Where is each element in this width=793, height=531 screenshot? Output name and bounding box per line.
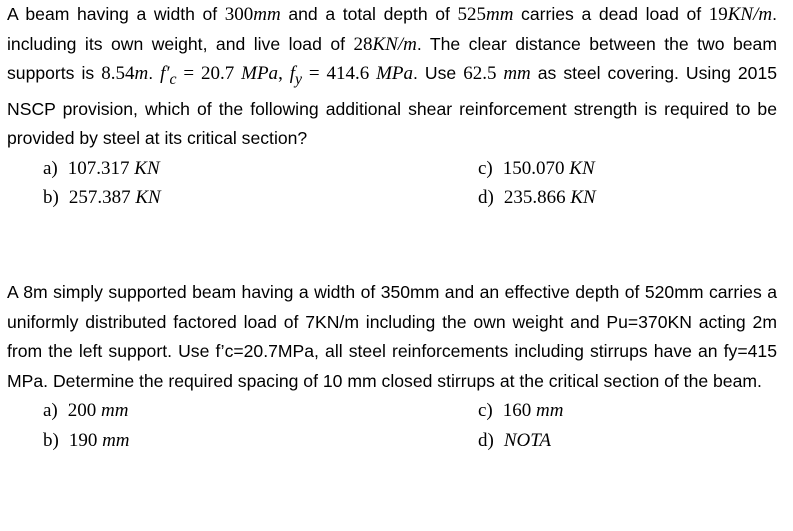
choice-unit: KN <box>569 157 595 179</box>
choice-value: 150.070 <box>502 157 570 179</box>
choice-letter: d) <box>478 429 494 451</box>
q1-text-part: . including its own weight, and live load of <box>7 4 777 54</box>
choice-unit: KN <box>570 187 596 209</box>
choice-letter: c) <box>478 400 493 422</box>
choice-unit: KN <box>134 157 160 179</box>
choice-c[interactable] <box>478 154 778 184</box>
q1-span-unit: m <box>134 63 149 85</box>
q1-fy-unit: MPa <box>376 63 413 85</box>
choice-b[interactable] <box>43 426 478 456</box>
q1-span-number: 8.54 <box>101 63 135 85</box>
choice-letter: a) <box>43 400 58 422</box>
q1-cover-value <box>463 63 531 84</box>
q1-fc-unit: MPa <box>241 63 279 85</box>
q1-fc-symbol: f′ <box>160 63 170 85</box>
q1-live-load-number: 28 <box>353 33 373 55</box>
choice-d[interactable] <box>478 183 778 213</box>
q1-cover-unit: mm <box>503 63 531 85</box>
q1-width-number: 300 <box>224 4 254 25</box>
choice-value: 257.387 <box>68 187 136 209</box>
q1-text-part: . The clear distance between the two beam supports is <box>7 33 777 84</box>
q1-dead-load-unit: KN/m <box>727 4 773 25</box>
q1-text-part: A beam having a width of <box>7 4 225 24</box>
q1-fc-expression <box>160 63 413 88</box>
q1-width-value <box>225 4 281 25</box>
q1-text-part: . <box>148 63 161 84</box>
question-2-choices <box>43 396 777 455</box>
choice-a[interactable] <box>43 396 478 426</box>
q1-span-value <box>101 63 148 84</box>
q1-text-part: and a total depth of <box>280 4 458 24</box>
choice-value: 107.317 <box>67 157 135 179</box>
choice-unit: mm <box>536 400 564 422</box>
q1-depth-unit: mm <box>486 4 514 25</box>
q1-fy-subscript: y <box>294 70 302 88</box>
q1-depth-value <box>458 4 514 25</box>
choice-value: 160 <box>502 400 537 422</box>
choice-a[interactable] <box>43 154 478 184</box>
choice-unit: mm <box>102 429 130 451</box>
choice-value: 200 <box>67 400 102 422</box>
choice-letter: d) <box>478 187 494 209</box>
q1-text-part: . Use <box>413 63 464 84</box>
choice-value: 235.866 <box>503 187 571 209</box>
question-1 <box>7 0 777 213</box>
q1-width-unit: mm <box>253 4 281 25</box>
choice-letter: b) <box>43 429 59 451</box>
choice-letter: c) <box>478 157 493 179</box>
choice-letter: b) <box>43 187 59 209</box>
q1-cover-number: 62.5 <box>463 63 504 85</box>
q1-depth-number: 525 <box>457 4 486 25</box>
question-1-text <box>7 0 777 154</box>
question-1-choices <box>43 154 777 213</box>
question-2-text: A 8m simply supported beam having a width of 350mm and an effective depth of 520mm carries a uniformly distributed factored load of 7KN/m including the own weight and Pu=370KN acting 2m from the left support. Use f’c=20.7MPa, all steel reinforcements including stirrups have an fy=415 MPa. Determine the required spacing of 10 mm closed stirrups at the critical section of the beam. <box>7 282 777 391</box>
choice-value: 190 <box>68 429 103 451</box>
q1-fc-equals: = 20.7 <box>176 63 242 85</box>
q1-text-part: carries a dead load of <box>513 4 702 24</box>
choice-d[interactable] <box>478 426 778 456</box>
question-2 <box>7 278 777 456</box>
q1-live-load-unit: KN/m <box>372 33 417 55</box>
q1-fy-equals: = 414.6 <box>302 63 377 85</box>
choice-unit: mm <box>101 400 129 422</box>
choice-b[interactable] <box>43 183 478 213</box>
q1-fy-symbol: f <box>289 63 295 85</box>
q1-live-load-value <box>353 34 416 55</box>
q1-fc-subscript: c <box>169 70 177 88</box>
q1-dead-load-value <box>709 4 772 25</box>
choice-letter: a) <box>43 157 58 179</box>
choice-unit: KN <box>135 187 161 209</box>
q1-text-part: as steel covering. Using 2015 NSCP provision, which of the following additional shear reinforcement strength is required to be provided by steel at its critical section? <box>7 63 778 149</box>
q1-comma: , <box>278 63 290 85</box>
choice-c[interactable] <box>478 396 778 426</box>
q1-dead-load-number: 19 <box>708 4 728 25</box>
choice-unit: NOTA <box>503 429 551 451</box>
